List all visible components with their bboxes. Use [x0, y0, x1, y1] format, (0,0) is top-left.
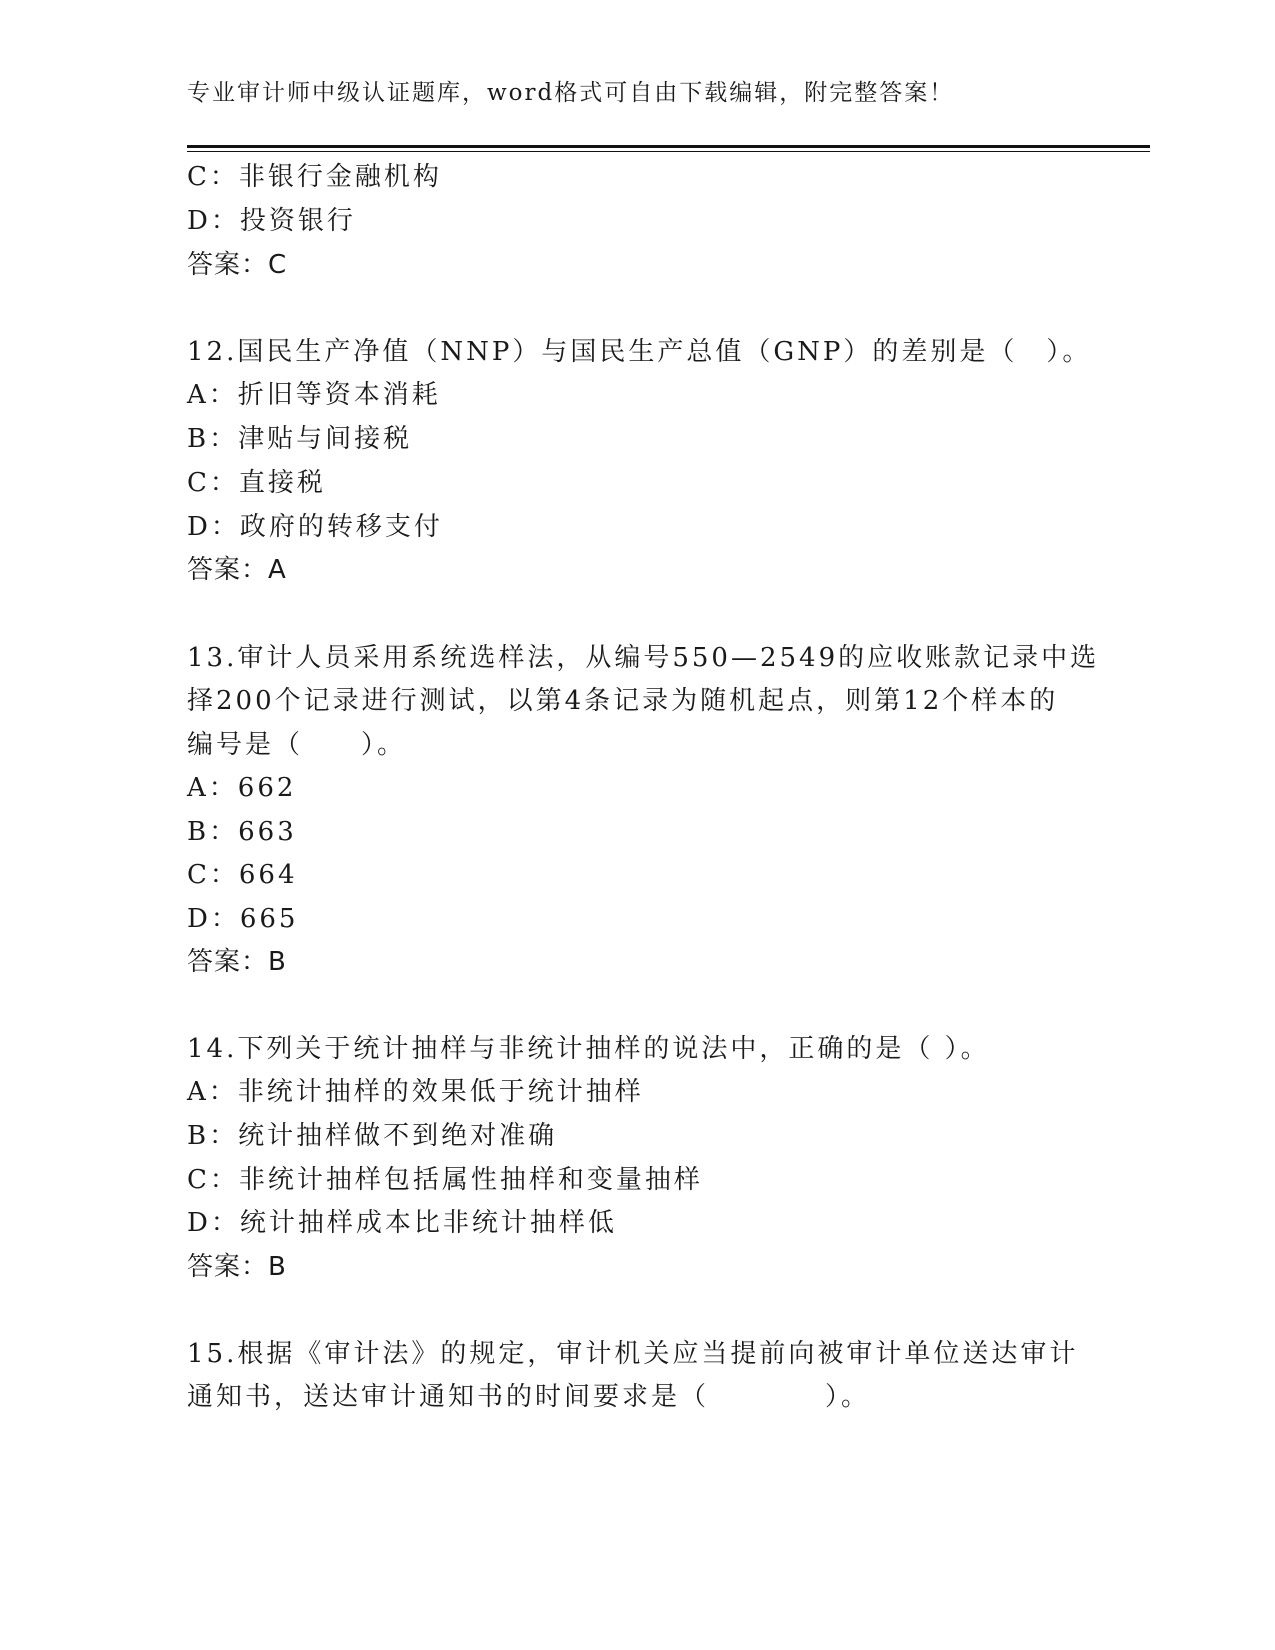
answer: 答案：C: [187, 250, 288, 280]
option-d: D：665: [187, 904, 299, 934]
question-15-line-2: 通知书，送达审计通知书的时间要求是（ ）。: [187, 1382, 871, 1412]
option-c: C：非银行金融机构: [187, 162, 442, 192]
question-13-line-1: 13.审计人员采用系统选样法，从编号550—2549的应收账款记录中选: [187, 643, 1100, 673]
page-header: 专业审计师中级认证题库，word格式可自由下载编辑，附完整答案！: [187, 80, 955, 106]
option-b: B：663: [187, 817, 297, 847]
question-13-line-2: 择200个记录进行测试，以第4条记录为随机起点，则第12个样本的: [187, 686, 1059, 716]
option-d: D：投资银行: [187, 206, 356, 236]
option-a: A：662: [187, 773, 297, 803]
option-b: B：统计抽样做不到绝对准确: [187, 1121, 558, 1151]
option-a: A：非统计抽样的效果低于统计抽样: [187, 1077, 644, 1107]
option-c: C：直接税: [187, 468, 326, 498]
header-rule-thick: [187, 145, 1150, 148]
answer: 答案：B: [187, 1252, 287, 1282]
question-12: 12.国民生产净值（NNP）与国民生产总值（GNP）的差别是（ ）。: [187, 337, 1092, 367]
option-c: C：非统计抽样包括属性抽样和变量抽样: [187, 1165, 703, 1195]
question-14: 14.下列关于统计抽样与非统计抽样的说法中，正确的是（ ）。: [187, 1034, 990, 1064]
option-c: C：664: [187, 860, 298, 890]
question-15-line-1: 15.根据《审计法》的规定，审计机关应当提前向被审计单位送达审计: [187, 1339, 1079, 1369]
option-a: A：折旧等资本消耗: [187, 380, 441, 410]
question-13-line-3: 编号是（ ）。: [187, 730, 407, 760]
option-b: B：津贴与间接税: [187, 424, 413, 454]
option-d: D：统计抽样成本比非统计抽样低: [187, 1208, 617, 1238]
answer: 答案：A: [187, 555, 287, 585]
header-rule-thin: [187, 151, 1150, 152]
option-d: D：政府的转移支付: [187, 512, 443, 542]
answer: 答案：B: [187, 947, 287, 977]
